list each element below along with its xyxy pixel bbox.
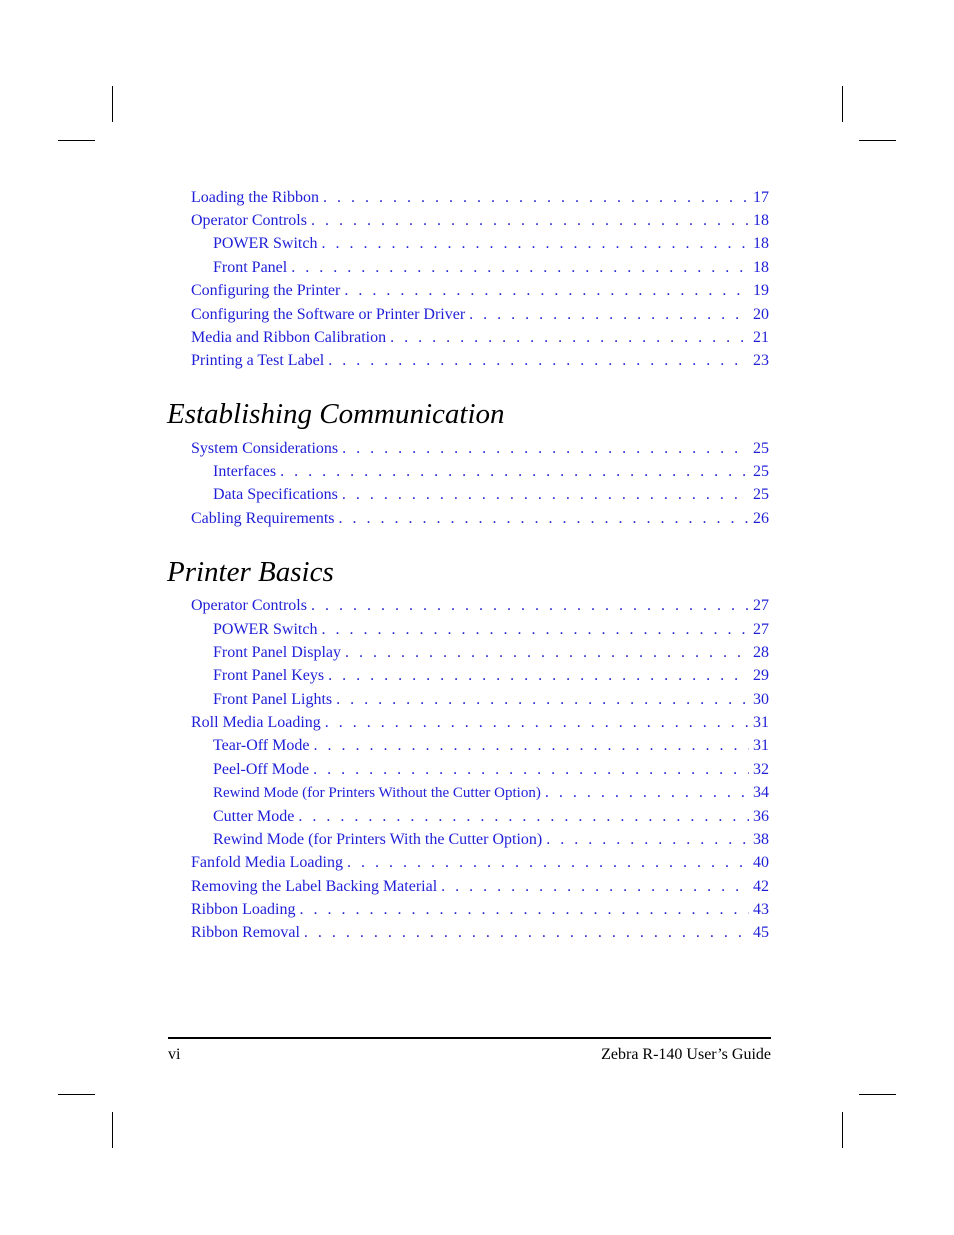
toc-entry-label: Rewind Mode (for Printers With the Cutter Option) <box>213 831 543 848</box>
toc-subentry[interactable] <box>213 233 769 255</box>
toc-entry[interactable] <box>191 350 769 372</box>
toc-entry-page: 18 <box>753 259 769 276</box>
toc-entry-page: 25 <box>753 463 769 480</box>
toc-entry-label: Rewind Mode (for Printers Without the Cutter Option) <box>213 785 541 801</box>
toc-entry-page: 36 <box>753 808 769 825</box>
toc-subentry[interactable] <box>213 461 769 483</box>
toc-entry[interactable] <box>191 899 769 921</box>
toc-entry-label: Roll Media Loading <box>191 714 321 731</box>
crop-mark <box>112 1112 113 1148</box>
toc-entry-page: 27 <box>753 621 769 638</box>
crop-mark <box>58 140 95 141</box>
toc-entry-label: Tear-Off Mode <box>213 737 310 754</box>
toc-entry-label: Ribbon Removal <box>191 924 300 941</box>
toc-subentry[interactable] <box>213 782 769 804</box>
toc-entry-label: System Considerations <box>191 440 339 457</box>
toc-entry-page: 25 <box>753 486 769 503</box>
toc-entry-label: Front Panel <box>213 259 288 276</box>
toc-entry-page: 27 <box>753 597 769 614</box>
toc-entry-page: 19 <box>753 282 769 299</box>
toc-entry-label: Front Panel Keys <box>213 667 325 684</box>
toc-subentry[interactable] <box>213 689 769 711</box>
crop-mark <box>112 86 113 122</box>
toc-entry-page: 20 <box>753 306 769 323</box>
toc-entry-label: Media and Ribbon Calibration <box>191 329 387 346</box>
toc-entry[interactable] <box>191 922 769 944</box>
section-title: Printer Basics <box>167 556 334 588</box>
toc-subentry[interactable] <box>213 829 769 851</box>
toc-entry[interactable] <box>191 508 769 530</box>
toc-subentry[interactable] <box>213 759 769 781</box>
toc-entry-page: 31 <box>753 714 769 731</box>
footer-rule <box>168 1037 771 1039</box>
toc-entry-page: 17 <box>753 189 769 206</box>
toc-subentry[interactable] <box>213 484 769 506</box>
toc-entry-label: Data Specifications <box>213 486 338 503</box>
toc-entry-page: 40 <box>753 854 769 871</box>
page-number: vi <box>168 1046 181 1063</box>
crop-mark <box>842 1112 843 1148</box>
toc-entry-page: 18 <box>753 212 769 229</box>
toc-entry-label: Front Panel Lights <box>213 691 333 708</box>
toc-subentry[interactable] <box>213 619 769 641</box>
toc-entry-label: POWER Switch <box>213 235 318 252</box>
crop-mark <box>58 1094 95 1095</box>
toc-entry-label: Cutter Mode <box>213 808 295 825</box>
toc-entry-label: Peel-Off Mode <box>213 761 310 778</box>
toc-entry-page: 45 <box>753 924 769 941</box>
toc-entry[interactable] <box>191 595 769 617</box>
toc-entry[interactable] <box>191 280 769 302</box>
toc-entry-label: Interfaces <box>213 463 277 480</box>
toc-entry-page: 18 <box>753 235 769 252</box>
toc-entry-page: 30 <box>753 691 769 708</box>
toc-entry[interactable] <box>191 852 769 874</box>
toc-subentry[interactable] <box>213 642 769 664</box>
toc-entry-label: Cabling Requirements <box>191 510 335 527</box>
toc-entry-label: Printing a Test Label <box>191 352 325 369</box>
toc-entry-label: Fanfold Media Loading <box>191 854 343 871</box>
toc-subentry[interactable] <box>213 806 769 828</box>
toc-entry-page: 26 <box>753 510 769 527</box>
toc-entry-page: 42 <box>753 878 769 895</box>
toc-entry-label: Configuring the Printer <box>191 282 341 299</box>
toc-entry[interactable] <box>191 438 769 460</box>
toc-entry-label: POWER Switch <box>213 621 318 638</box>
toc-entry[interactable] <box>191 327 769 349</box>
toc-entry[interactable] <box>191 210 769 232</box>
toc-entry-label: Operator Controls <box>191 597 307 614</box>
toc-entry[interactable] <box>191 304 769 326</box>
toc-subentry[interactable] <box>213 735 769 757</box>
toc-entry-page: 21 <box>753 329 769 346</box>
toc-entry-label: Configuring the Software or Printer Driver <box>191 306 466 323</box>
toc-entry[interactable] <box>191 187 769 209</box>
toc-subentry[interactable] <box>213 257 769 279</box>
toc-subentry[interactable] <box>213 665 769 687</box>
toc-entry-page: 31 <box>753 737 769 754</box>
toc-entry[interactable] <box>191 876 769 898</box>
toc-entry-page: 32 <box>753 761 769 778</box>
toc-entry-page: 25 <box>753 440 769 457</box>
toc-entry-label: Operator Controls <box>191 212 307 229</box>
toc-entry-page: 43 <box>753 901 769 918</box>
crop-mark <box>859 140 896 141</box>
section-title: Establishing Communication <box>167 398 505 430</box>
toc-entry[interactable] <box>191 712 769 734</box>
toc-entry-page: 38 <box>753 831 769 848</box>
toc-entry-label: Removing the Label Backing Material <box>191 878 438 895</box>
toc-entry-page: 34 <box>753 784 769 801</box>
toc-entry-page: 29 <box>753 667 769 684</box>
guide-title: Zebra R-140 User’s Guide <box>601 1046 771 1063</box>
toc-entry-label: Front Panel Display <box>213 644 341 661</box>
toc-entry-page: 23 <box>753 352 769 369</box>
toc-entry-label: Ribbon Loading <box>191 901 296 918</box>
crop-mark <box>842 86 843 122</box>
toc-entry-label: Loading the Ribbon <box>191 189 319 206</box>
toc-entry-page: 28 <box>753 644 769 661</box>
crop-mark <box>859 1094 896 1095</box>
